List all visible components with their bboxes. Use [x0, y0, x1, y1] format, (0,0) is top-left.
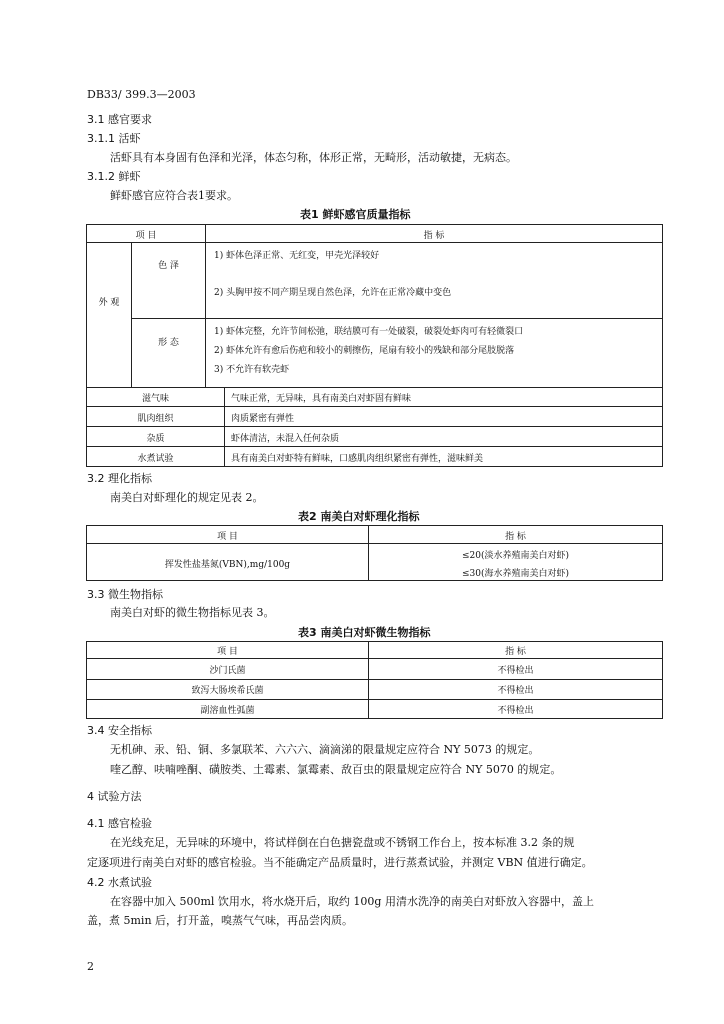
section-3-1-1-text: 活虾具有本身固有色泽和光泽，体态匀称，体形正常，无畸形，活动敏捷，无病态。 — [110, 151, 517, 164]
table1-row-item: 水煮试验 — [137, 454, 174, 464]
table2-caption: 表2 南美白对虾理化指标 — [298, 510, 420, 523]
table2-item-vbn: 挥发性盐基氮(VBN),mg/100g — [164, 560, 291, 570]
section-3-1-1-title: 3.1.1 活虾 — [87, 132, 141, 145]
table1-shape-item: 1) 虾体完整，允许节间松弛，联结膜可有一处破裂，破裂处虾肉可有轻微裂口 — [214, 327, 524, 337]
section-4-1-line: 在光线充足，无异味的环境中，将试样倒在白色搪瓷盘或不锈钢工作台上，按本标准 3.2 条的规 — [110, 836, 575, 849]
section-4-2-line: 在容器中加入 500ml 饮用水，将水烧开后，取约 100g 用清水洗净的南美白对虾放入容器中，盖上 — [110, 895, 594, 908]
section-4-title: 4 试验方法 — [87, 790, 142, 803]
table1-color-item: 2) 头胸甲按不同产期呈现自然色泽，允许在正常冷藏中变色 — [214, 288, 452, 298]
table2-header-item: 项 目 — [217, 532, 238, 542]
table3-header-index: 指 标 — [505, 647, 526, 657]
table2-value: ≤30(海水养殖南美白对虾) — [461, 569, 570, 579]
table3-header-item: 项 目 — [217, 647, 238, 657]
section-4-2-line: 盖，煮 5min 后，打开盖，嗅蒸气气味，再品尝肉质。 — [87, 914, 354, 927]
table1-shape-label: 形 态 — [158, 338, 179, 348]
table1-row-item: 杂质 — [146, 434, 165, 444]
section-3-4-line: 无机砷、汞、铅、铜、多氯联苯、六六六、滴滴涕的限量规定应符合 NY 5073 的规定。 — [110, 743, 540, 756]
table1-header-item: 项 目 — [135, 231, 157, 241]
section-3-2-text: 南美白对虾理化的规定见表 2。 — [110, 491, 264, 504]
table3-row-item: 致泻大肠埃希氏菌 — [191, 686, 264, 696]
section-3-1-2-text: 鲜虾感官应符合表1要求。 — [110, 189, 238, 202]
table2-header-index: 指 标 — [505, 532, 526, 542]
section-4-2-title: 4.2 水煮试验 — [87, 876, 152, 889]
table1-group-appearance: 外 观 — [98, 298, 120, 308]
table1-header-index: 指 标 — [423, 231, 445, 241]
table3-row-value: 不得检出 — [497, 686, 534, 696]
section-3-4-line: 喹乙醇、呋喃唑酮、磺胺类、土霉素、氯霉素、敌百虫的限量规定应符合 NY 5070 的规定。 — [110, 763, 562, 776]
table1-color-item: 1) 虾体色泽正常、无红变，甲壳光泽较好 — [214, 251, 380, 261]
section-3-1-title: 3.1 感官要求 — [87, 113, 152, 126]
table1-row-value: 肉质紧密有弹性 — [231, 414, 295, 424]
table1-shape-item: 2) 虾体允许有愈后伤疤和较小的刺擦伤，尾扇有较小的残缺和部分尾肢脱落 — [214, 346, 515, 356]
table3-caption: 表3 南美白对虾微生物指标 — [298, 626, 431, 639]
document-id: DB33/ 399.3—2003 — [87, 88, 196, 101]
table3-row-item: 副溶血性弧菌 — [200, 706, 255, 716]
table1-row-item: 肌肉组织 — [137, 414, 174, 424]
section-3-2-title: 3.2 理化指标 — [87, 472, 152, 485]
section-4-1-line: 定逐项进行南美白对虾的感官检验。当不能确定产品质量时，进行蒸煮试验，并测定 VBN 值进行确定。 — [87, 856, 593, 869]
table3-row-item: 沙门氏菌 — [209, 666, 246, 676]
table1-row-value: 气味正常，无异味，具有南美白对虾固有鲜味 — [231, 394, 412, 404]
table1-row-value: 具有南美白对虾特有鲜味，口感肌肉组织紧密有弹性，滋味鲜美 — [231, 454, 484, 464]
page-number: 2 — [87, 960, 94, 973]
table1-caption: 表1 鲜虾感官质量指标 — [300, 208, 411, 221]
table3-row-value: 不得检出 — [497, 666, 534, 676]
section-4-1-title: 4.1 感官检验 — [87, 817, 152, 830]
section-3-3-text: 南美白对虾的微生物指标见表 3。 — [110, 606, 275, 619]
table1-row-value: 虾体清洁，未混入任何杂质 — [231, 434, 340, 444]
table1-shape-item: 3) 不允许有软壳虾 — [214, 365, 290, 375]
table1-color-label: 色 泽 — [158, 261, 179, 271]
table1-row-item: 滋气味 — [141, 394, 169, 404]
table3-row-value: 不得检出 — [497, 706, 534, 716]
table2-value: ≤20(淡水养殖南美白对虾) — [461, 551, 570, 561]
section-3-3-title: 3.3 微生物指标 — [87, 588, 163, 601]
section-3-4-title: 3.4 安全指标 — [87, 724, 152, 737]
section-3-1-2-title: 3.1.2 鲜虾 — [87, 170, 141, 183]
